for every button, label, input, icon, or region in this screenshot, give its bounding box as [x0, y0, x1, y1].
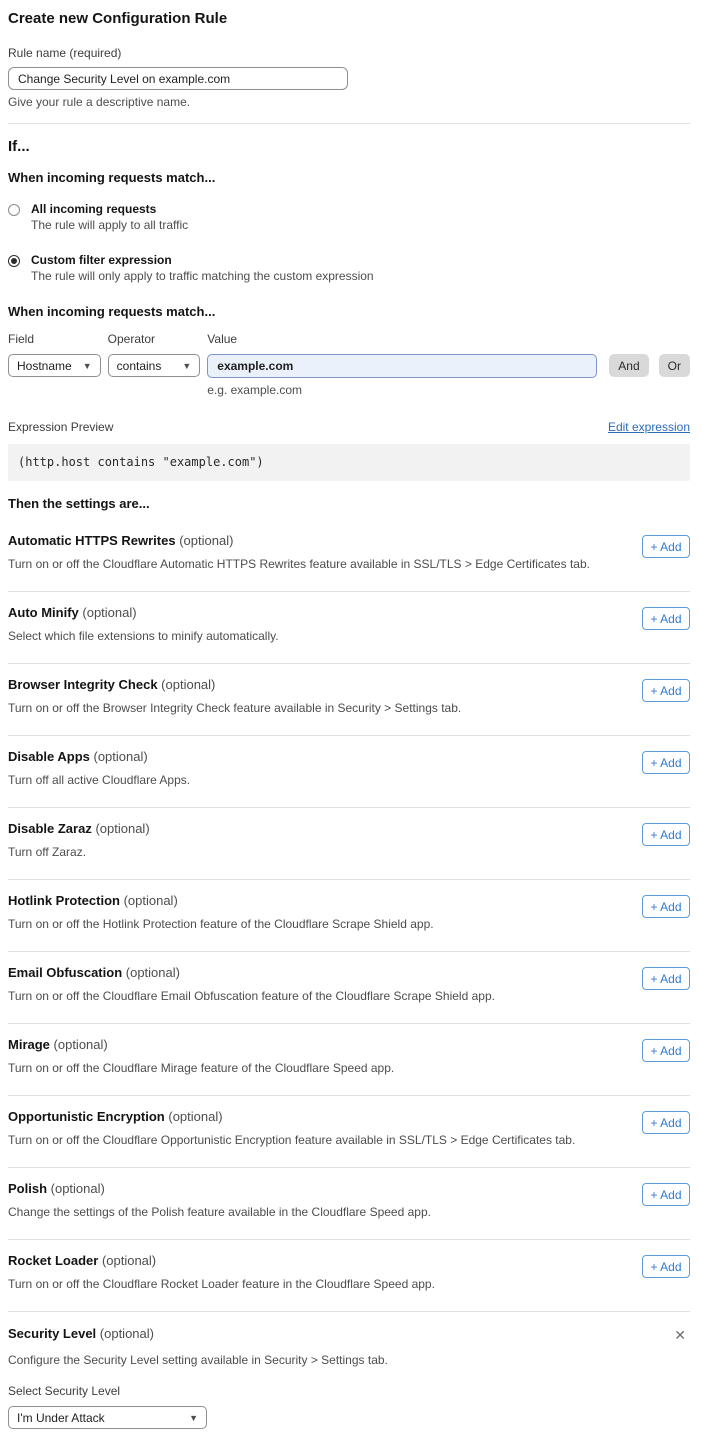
add-button-polish[interactable]: + Add: [642, 1183, 690, 1206]
setting-row-hotlink-protection: [8, 880, 690, 952]
settings-list: [8, 520, 690, 1312]
radio-all-incoming-requests[interactable]: [8, 202, 690, 232]
setting-name: Polish: [8, 1181, 48, 1196]
value-help: e.g. example.com: [207, 383, 302, 397]
setting-row-automatic-https-rewrites: [8, 520, 690, 592]
section-divider: [8, 123, 690, 124]
field-select[interactable]: [8, 354, 101, 377]
optional-tag: (optional): [93, 749, 148, 764]
filter-builder-row: [8, 332, 690, 397]
setting-info: [8, 1037, 394, 1075]
optional-tag: (optional): [53, 1037, 108, 1052]
value-label: Value: [207, 332, 238, 346]
setting-info: [8, 1109, 575, 1147]
add-button-automatic-https-rewrites[interactable]: + Add: [642, 535, 690, 558]
setting-title: [8, 821, 150, 836]
and-button[interactable]: And: [609, 354, 648, 377]
optional-tag: (optional): [168, 1109, 223, 1124]
setting-row-auto-minify: [8, 592, 690, 664]
optional-tag: (optional): [125, 965, 180, 980]
setting-description: Turn on or off the Hotlink Protection feature of the Cloudflare Scrape Shield app.: [8, 917, 434, 931]
setting-row-rocket-loader: [8, 1240, 690, 1312]
value-input[interactable]: [207, 354, 597, 378]
select-security-level-label: Select Security Level: [8, 1384, 121, 1398]
rule-name-label: Rule name (required): [8, 46, 122, 60]
setting-info: [8, 965, 495, 1003]
radio-description: The rule will only apply to traffic matching the custom expression: [31, 269, 374, 283]
setting-row-mirage: [8, 1024, 690, 1096]
setting-info: [8, 821, 150, 859]
security-level-expanded-section: [8, 1312, 690, 1429]
setting-description: Turn off all active Cloudflare Apps.: [8, 773, 191, 787]
then-settings-heading: Then the settings are...: [8, 496, 150, 511]
close-icon[interactable]: ✕: [674, 1327, 686, 1343]
setting-title: [8, 605, 279, 620]
setting-row-polish: [8, 1168, 690, 1240]
setting-row-disable-zaraz: [8, 808, 690, 880]
setting-row-disable-apps: [8, 736, 690, 808]
add-button-email-obfuscation[interactable]: + Add: [642, 967, 690, 990]
radio-label: Custom filter expression: [31, 253, 172, 267]
optional-tag: (optional): [99, 1326, 154, 1341]
add-button-auto-minify[interactable]: + Add: [642, 607, 690, 630]
setting-title: [8, 677, 461, 692]
setting-name: Automatic HTTPS Rewrites: [8, 533, 176, 548]
setting-name: Rocket Loader: [8, 1253, 99, 1268]
operator-select[interactable]: [108, 354, 201, 377]
operator-column: [108, 332, 201, 377]
setting-title: [8, 1037, 394, 1052]
rule-name-group: [8, 46, 690, 109]
setting-description: Turn on or off the Browser Integrity Check feature available in Security > Settings tab.: [8, 701, 462, 715]
optional-tag: (optional): [101, 1253, 157, 1268]
add-button-rocket-loader[interactable]: + Add: [642, 1255, 690, 1278]
security-level-description: Configure the Security Level setting available in Security > Settings tab.: [8, 1353, 388, 1367]
setting-title: [8, 1181, 431, 1196]
setting-description: Turn on or off the Cloudflare Opportunistic Encryption feature available in SSL/TLS > Edge Certificates tab.: [8, 1133, 576, 1147]
setting-info: [8, 749, 190, 787]
security-level-select[interactable]: [8, 1406, 207, 1429]
radio-custom-filter-expression[interactable]: [8, 253, 690, 283]
setting-name: Disable Zaraz: [8, 821, 92, 836]
setting-title: [8, 965, 495, 980]
setting-description: Turn on or off the Cloudflare Mirage feature of the Cloudflare Speed app.: [8, 1061, 395, 1075]
expression-preview-label: Expression Preview: [8, 420, 114, 434]
operator-select-value: contains: [116, 358, 162, 373]
setting-description: Turn on or off the Cloudflare Rocket Loader feature in the Cloudflare Speed app.: [8, 1277, 435, 1291]
setting-title: [8, 749, 190, 764]
radio-text: [31, 253, 374, 283]
setting-description: Change the settings of the Polish feature available in the Cloudflare Speed app.: [8, 1205, 431, 1219]
security-level-select-value: I'm Under Attack: [17, 1410, 105, 1425]
radio-label: All incoming requests: [31, 202, 157, 216]
expression-preview-header: [8, 420, 690, 434]
add-button-mirage[interactable]: + Add: [642, 1039, 690, 1062]
add-button-disable-zaraz[interactable]: + Add: [642, 823, 690, 846]
radio-description: The rule will apply to all traffic: [31, 218, 189, 232]
setting-description: Turn on or off the Cloudflare Automatic HTTPS Rewrites feature available in SSL/TLS > Edge Certificates tab.: [8, 557, 590, 571]
add-button-opportunistic-encryption[interactable]: + Add: [642, 1111, 690, 1134]
setting-title: [8, 533, 590, 548]
rule-name-help: Give your rule a descriptive name.: [8, 95, 191, 109]
setting-title: [8, 1253, 435, 1268]
setting-name: Email Obfuscation: [8, 965, 123, 980]
setting-name: Mirage: [8, 1037, 50, 1052]
setting-info: [8, 1181, 431, 1219]
setting-row-email-obfuscation: [8, 952, 690, 1024]
chevron-down-icon: ▼: [82, 360, 92, 371]
setting-name: Browser Integrity Check: [8, 677, 158, 692]
field-label: Field: [8, 332, 35, 346]
setting-info: [8, 893, 434, 931]
add-button-hotlink-protection[interactable]: + Add: [642, 895, 690, 918]
radio-selected-icon[interactable]: [8, 255, 20, 267]
setting-name: Security Level: [8, 1326, 97, 1341]
setting-name: Disable Apps: [8, 749, 90, 764]
radio-text: [31, 202, 188, 232]
optional-tag: (optional): [95, 821, 150, 836]
chevron-down-icon: ▼: [182, 360, 192, 371]
setting-row-browser-integrity-check: [8, 664, 690, 736]
optional-tag: (optional): [161, 677, 216, 692]
radio-unselected-icon[interactable]: [8, 204, 20, 216]
field-column: [8, 332, 101, 377]
add-button-browser-integrity-check[interactable]: + Add: [642, 679, 690, 702]
edit-expression-link[interactable]: Edit expression: [607, 420, 690, 434]
add-button-disable-apps[interactable]: + Add: [642, 751, 690, 774]
field-select-value: Hostname: [17, 358, 72, 373]
setting-info: [8, 1253, 435, 1291]
optional-tag: (optional): [179, 533, 234, 548]
rule-name-input[interactable]: [8, 67, 348, 90]
page-title: Create new Configuration Rule: [8, 10, 228, 27]
setting-name: Opportunistic Encryption: [8, 1109, 165, 1124]
expression-preview-code-block: [8, 444, 690, 481]
setting-title: [8, 1109, 575, 1124]
operator-label: Operator: [107, 332, 155, 346]
setting-description: Turn off Zaraz.: [8, 845, 87, 859]
setting-info: [8, 605, 279, 643]
security-level-header: [8, 1326, 690, 1344]
setting-name: Hotlink Protection: [8, 893, 120, 908]
setting-description: Select which file extensions to minify automatically.: [8, 629, 279, 643]
setting-description: Turn on or off the Cloudflare Email Obfuscation feature of the Cloudflare Scrape Shield app.: [8, 989, 495, 1003]
optional-tag: (optional): [50, 1181, 105, 1196]
setting-title: [8, 893, 434, 908]
or-button[interactable]: Or: [659, 354, 690, 377]
if-heading: If...: [8, 138, 30, 155]
chevron-down-icon: ▼: [189, 1412, 198, 1423]
setting-title: [8, 1326, 154, 1341]
setting-info: [8, 533, 590, 571]
setting-row-opportunistic-encryption: [8, 1096, 690, 1168]
request-match-radio-group: [8, 202, 690, 283]
optional-tag: (optional): [82, 605, 137, 620]
setting-info: [8, 677, 461, 715]
setting-name: Auto Minify: [8, 605, 79, 620]
incoming-requests-heading: When incoming requests match...: [8, 170, 216, 185]
value-column: [207, 332, 597, 397]
filter-builder-heading: When incoming requests match...: [8, 304, 216, 319]
expression-code: (http.host contains "example.com"): [18, 455, 264, 469]
optional-tag: (optional): [123, 893, 178, 908]
and-or-buttons: [609, 332, 690, 377]
